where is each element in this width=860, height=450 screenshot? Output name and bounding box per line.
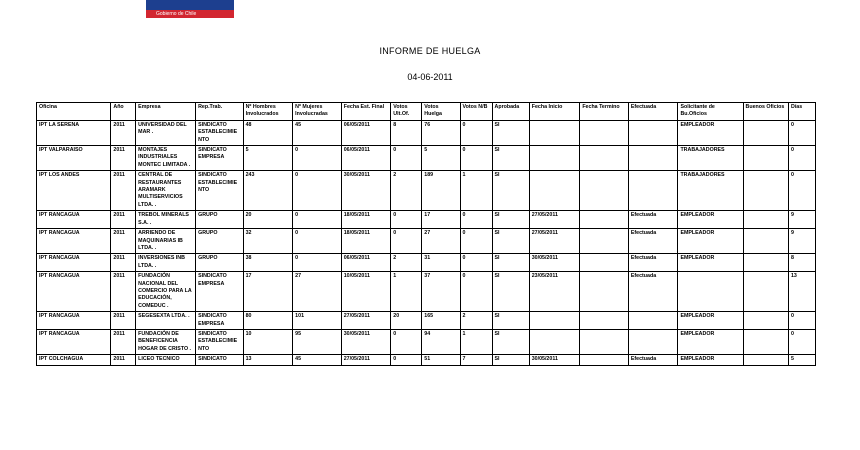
table-cell: 0 [293, 146, 342, 171]
table-cell: 23/05/2011 [529, 272, 580, 312]
table-cell: 0 [460, 254, 492, 272]
table-cell: 0 [460, 120, 492, 145]
table-cell: 7 [460, 355, 492, 365]
table-cell [529, 171, 580, 211]
column-header: Fecha Termino [580, 103, 629, 121]
table-cell: 8 [391, 120, 422, 145]
table-cell: 5 [243, 146, 293, 171]
table-cell: 13 [788, 272, 815, 312]
table-cell: SINDICATO EMPRESA [196, 312, 244, 330]
table-cell [628, 171, 678, 211]
table-cell [628, 329, 678, 354]
table-cell: EMPLEADOR [678, 312, 743, 330]
table-cell: SI [492, 211, 529, 229]
table-cell: 0 [788, 146, 815, 171]
table-cell: 5 [788, 355, 815, 365]
table-cell: 32 [243, 229, 293, 254]
table-cell: 94 [422, 329, 460, 354]
table-cell: IPT RANCAGUA [37, 211, 111, 229]
table-cell: IPT RANCAGUA [37, 254, 111, 272]
table-cell: FUNDACIÓN DE BENEFICENCIA HOGAR DE CRISTO . [136, 329, 196, 354]
column-header: Días [788, 103, 815, 121]
table-cell: 2011 [111, 211, 136, 229]
table-cell: SI [492, 229, 529, 254]
table-cell: 5 [422, 146, 460, 171]
table-cell: 06/05/2011 [341, 146, 391, 171]
table-cell: IPT RANCAGUA [37, 272, 111, 312]
table-cell: 243 [243, 171, 293, 211]
table-row [37, 312, 816, 330]
table-cell [743, 211, 788, 229]
table-cell: ARRIENDO DE MAQUINARIAS IB LTDA. . [136, 229, 196, 254]
table-row [37, 355, 816, 365]
table-cell: EMPLEADOR [678, 229, 743, 254]
table-cell [580, 254, 629, 272]
table-cell [580, 171, 629, 211]
table-cell [743, 272, 788, 312]
table-cell [529, 312, 580, 330]
table-cell [743, 355, 788, 365]
gobierno-logo [146, 0, 234, 18]
table-cell: 06/05/2011 [341, 254, 391, 272]
table-cell: 30/05/2011 [529, 355, 580, 365]
table-cell: 0 [788, 171, 815, 211]
column-header: Votos N/B [460, 103, 492, 121]
table-cell: 0 [293, 229, 342, 254]
table-cell [580, 229, 629, 254]
table-cell: 0 [391, 211, 422, 229]
table-cell: 76 [422, 120, 460, 145]
table-cell [743, 312, 788, 330]
table-cell [580, 120, 629, 145]
table-cell: 2011 [111, 120, 136, 145]
table-cell: SINDICATO EMPRESA [196, 146, 244, 171]
table-cell: 0 [788, 329, 815, 354]
table-cell: EMPLEADOR [678, 355, 743, 365]
column-header: Aprobada [492, 103, 529, 121]
column-header: Buenos Oficios [743, 103, 788, 121]
table-cell: 1 [391, 272, 422, 312]
table-cell: 2011 [111, 146, 136, 171]
table-cell: IPT RANCAGUA [37, 312, 111, 330]
column-header: Solicitante de Bu.Oficios [678, 103, 743, 121]
table-cell: SINDICATO ESTABLECIMIENTO [196, 120, 244, 145]
table-cell: Efectuada [628, 254, 678, 272]
table-row [37, 272, 816, 312]
table-cell: 0 [460, 146, 492, 171]
table-cell: 30/05/2011 [341, 171, 391, 211]
table-cell: 101 [293, 312, 342, 330]
table-cell: 2011 [111, 229, 136, 254]
table-cell: SI [492, 272, 529, 312]
table-cell: SI [492, 254, 529, 272]
table-cell: SI [492, 171, 529, 211]
table-cell: 2011 [111, 355, 136, 365]
table-cell: 06/05/2011 [341, 120, 391, 145]
logo-blue-band [146, 0, 234, 10]
table-cell: 9 [788, 229, 815, 254]
table-cell: EMPLEADOR [678, 211, 743, 229]
table-cell: 20 [391, 312, 422, 330]
table-cell [628, 312, 678, 330]
table-cell: 1 [460, 171, 492, 211]
table-cell: 30/05/2011 [529, 254, 580, 272]
table-cell: 2011 [111, 171, 136, 211]
table-cell: Efectuada [628, 211, 678, 229]
table-cell: 27/05/2011 [529, 211, 580, 229]
table-cell [743, 229, 788, 254]
table-row [37, 146, 816, 171]
table-cell: TRABAJADORES [678, 146, 743, 171]
table-cell: 38 [243, 254, 293, 272]
column-header: Fecha Est. Final [341, 103, 391, 121]
table-cell: EMPLEADOR [678, 329, 743, 354]
table-cell: SEGESEXTA LTDA. . [136, 312, 196, 330]
table-cell: 10 [243, 329, 293, 354]
table-row [37, 254, 816, 272]
table-cell: 45 [293, 355, 342, 365]
strike-report-table [36, 102, 816, 366]
column-header: Nº Mujeres Involucradas [293, 103, 342, 121]
column-header: Empresa [136, 103, 196, 121]
table-cell: Efectuada [628, 272, 678, 312]
table-cell: LICEO TECNICO [136, 355, 196, 365]
table-cell [678, 272, 743, 312]
logo-caption: Gobierno de Chile [156, 11, 197, 17]
table-cell: MONTAJES INDUSTRIALES MONTEC LIMITADA . [136, 146, 196, 171]
table-cell: IPT RANCAGUA [37, 229, 111, 254]
table-cell: GRUPO [196, 229, 244, 254]
table-cell: 10/05/2011 [341, 272, 391, 312]
column-header: Fecha Inicio [529, 103, 580, 121]
table-cell: SI [492, 146, 529, 171]
table-cell: 30/05/2011 [341, 329, 391, 354]
table-cell: 0 [391, 146, 422, 171]
column-header: Nº Hombres Involucrados [243, 103, 293, 121]
table-cell: SINDICATO EMPRESA [196, 272, 244, 312]
table-cell: GRUPO [196, 254, 244, 272]
table-row [37, 211, 816, 229]
table-cell: 17 [243, 272, 293, 312]
table-cell: CENTRAL DE RESTAURANTES ARAMARK MULTISERVICIOS LTDA. . [136, 171, 196, 211]
table-cell: 2011 [111, 312, 136, 330]
table-cell: 27 [293, 272, 342, 312]
table-cell: 48 [243, 120, 293, 145]
table-cell: 0 [788, 120, 815, 145]
table-cell: 45 [293, 120, 342, 145]
table-cell: 0 [391, 329, 422, 354]
column-header: Votos Ult.Of. [391, 103, 422, 121]
table-cell: 27 [422, 229, 460, 254]
table-cell [743, 120, 788, 145]
table-cell: 0 [293, 254, 342, 272]
table-cell: 80 [243, 312, 293, 330]
table-cell [743, 254, 788, 272]
table-cell: SINDICATO ESTABLECIMIENTO [196, 329, 244, 354]
table-cell: 0 [788, 312, 815, 330]
table-cell: 189 [422, 171, 460, 211]
table-cell: 2011 [111, 254, 136, 272]
column-header: Votos Huelga [422, 103, 460, 121]
table-cell: IPT RANCAGUA [37, 329, 111, 354]
table-cell [580, 355, 629, 365]
table-cell [580, 272, 629, 312]
table-cell: SI [492, 329, 529, 354]
table-cell [743, 329, 788, 354]
table-cell: 13 [243, 355, 293, 365]
table-cell: 17 [422, 211, 460, 229]
table-cell [628, 120, 678, 145]
table-cell: 2 [391, 171, 422, 211]
table-cell: FUNDACIÓN NACIONAL DEL COMERCIO PARA LA EDUCACIÓN, COMEDUC . [136, 272, 196, 312]
table-cell: 18/05/2011 [341, 211, 391, 229]
table-cell [580, 146, 629, 171]
table-cell: 20 [243, 211, 293, 229]
table-cell: IPT LA SERENA [37, 120, 111, 145]
table-cell [580, 312, 629, 330]
table-cell: 18/05/2011 [341, 229, 391, 254]
table-cell: GRUPO [196, 211, 244, 229]
table-row [37, 229, 816, 254]
table-cell: IPT COLCHAGUA [37, 355, 111, 365]
table-cell: IPT VALPARAISO [37, 146, 111, 171]
table-cell: 0 [293, 171, 342, 211]
report-title: INFORME DE HUELGA [379, 46, 481, 56]
table-cell: TRABAJADORES [678, 171, 743, 211]
table-cell [580, 329, 629, 354]
table-row [37, 329, 816, 354]
column-header: Rep.Trab. [196, 103, 244, 121]
table-cell: 2 [391, 254, 422, 272]
table-cell: 27/05/2011 [529, 229, 580, 254]
table-cell: 0 [460, 229, 492, 254]
table-cell: 31 [422, 254, 460, 272]
table-cell: TREBOL MINERALS S.A. . [136, 211, 196, 229]
table-cell: UNIVERSIDAD DEL MAR . [136, 120, 196, 145]
table-cell: Efectuada [628, 229, 678, 254]
table-cell [628, 146, 678, 171]
table-cell: 2011 [111, 272, 136, 312]
table-cell: EMPLEADOR [678, 254, 743, 272]
table-cell: 2011 [111, 329, 136, 354]
table-cell: 27/05/2011 [341, 355, 391, 365]
table-cell: 0 [391, 229, 422, 254]
column-header: Año [111, 103, 136, 121]
table-cell: INVERSIONES INB LTDA. . [136, 254, 196, 272]
table-cell: EMPLEADOR [678, 120, 743, 145]
table-cell: 0 [460, 211, 492, 229]
table-cell: SI [492, 355, 529, 365]
column-header: Efectuada [628, 103, 678, 121]
report-date: 04-06-2011 [407, 72, 453, 82]
table-body [37, 120, 816, 365]
table-cell: 0 [293, 211, 342, 229]
table-cell [580, 211, 629, 229]
table-cell [529, 120, 580, 145]
table-cell: 2 [460, 312, 492, 330]
table-cell: SI [492, 312, 529, 330]
table-cell: IPT LOS ANDES [37, 171, 111, 211]
table-cell: SI [492, 120, 529, 145]
table-cell: 165 [422, 312, 460, 330]
table-cell: 1 [460, 329, 492, 354]
table-cell: 0 [391, 355, 422, 365]
table-cell [529, 329, 580, 354]
table-cell: SINDICATO [196, 355, 244, 365]
table-row [37, 171, 816, 211]
table-cell [743, 171, 788, 211]
table-cell [529, 146, 580, 171]
table-cell: 0 [460, 272, 492, 312]
table-cell: 27/05/2011 [341, 312, 391, 330]
table-cell: 37 [422, 272, 460, 312]
table-cell: 95 [293, 329, 342, 354]
table-cell: SINDICATO ESTABLECIMIENTO [196, 171, 244, 211]
table-cell: 51 [422, 355, 460, 365]
column-header: Oficina [37, 103, 111, 121]
table-cell: Efectuada [628, 355, 678, 365]
table-header-row [37, 103, 816, 121]
table-cell: 9 [788, 211, 815, 229]
table-cell [743, 146, 788, 171]
table-cell: 8 [788, 254, 815, 272]
table-row [37, 120, 816, 145]
